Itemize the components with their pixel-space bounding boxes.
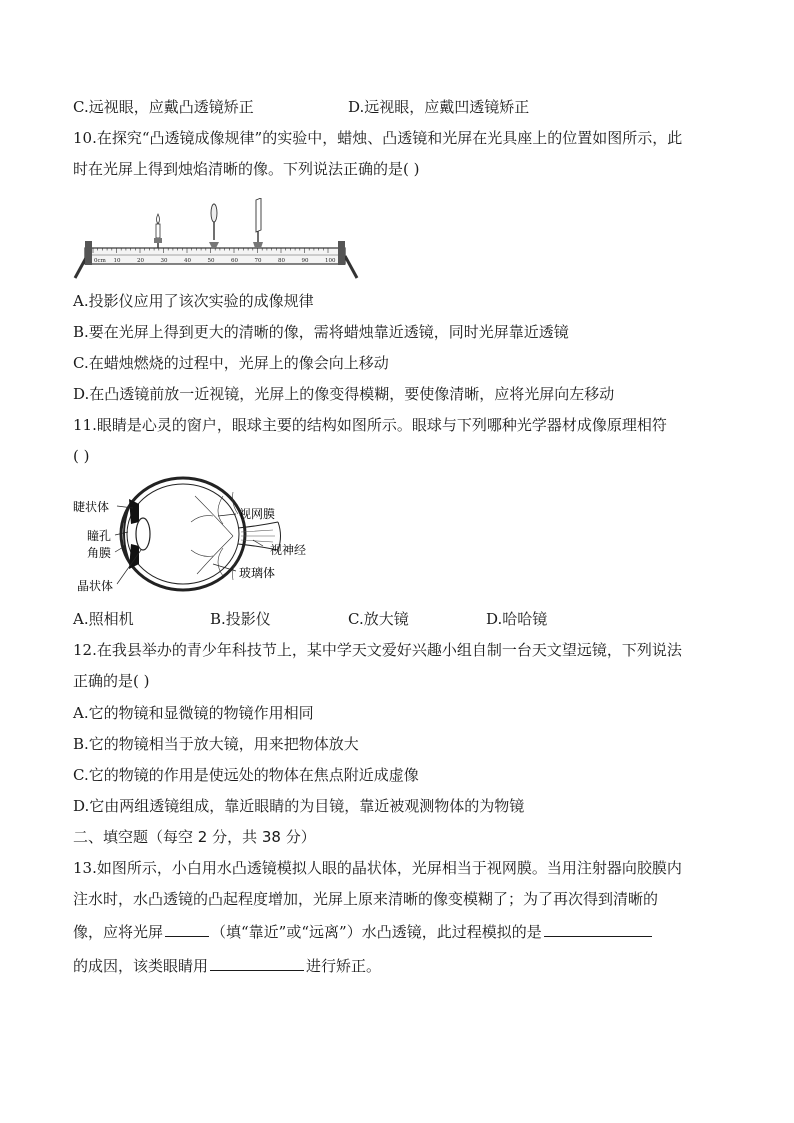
q11-option-c: C.放大镜 — [348, 610, 409, 628]
q10-option-b: B.要在光屏上得到更大的清晰的像，需将蜡烛靠近透镜，同时光屏靠近透镜 — [73, 323, 569, 341]
answer-blank-1[interactable] — [165, 920, 209, 937]
answer-blank-2[interactable] — [544, 920, 652, 937]
label-retina: 视网膜 — [239, 507, 276, 521]
q12-option-d: D.它由两组透镜组成，靠近眼睛的为目镜，靠近被观测物体的为物镜 — [73, 797, 525, 815]
q11-stem-line2: ( ) — [73, 447, 90, 465]
q12-option-b: B.它的物镜相当于放大镜，用来把物体放大 — [73, 735, 359, 753]
label-optic-nerve: 视神经 — [270, 543, 307, 557]
candle — [154, 214, 162, 248]
convex-lens — [209, 204, 219, 248]
q13-line4 — [73, 954, 381, 976]
scale-tick-label: 40 — [184, 258, 191, 264]
q12-stem-line2: 正确的是( ) — [73, 672, 150, 690]
scale-tick-label: 60 — [231, 258, 238, 264]
label-crystalline-lens: 晶状体 — [77, 579, 114, 593]
bench-end-left — [85, 241, 92, 265]
scale-tick-label: 90 — [301, 258, 309, 264]
q13-line4-part2: 进行矫正。 — [306, 957, 382, 975]
q12-option-a: A.它的物镜和显微镜的物镜作用相同 — [73, 704, 314, 722]
q11-option-d: D.哈哈镜 — [486, 610, 548, 628]
optical-bench-figure — [73, 198, 363, 282]
eyeball-structure-figure — [73, 474, 333, 602]
label-cornea: 角膜 — [87, 546, 112, 560]
scale-tick-label: 70 — [254, 258, 262, 264]
q12-option-c: C.它的物镜的作用是使远处的物体在焦点附近成虚像 — [73, 766, 419, 784]
q13-line4-part1: 的成因，该类眼睛用 — [73, 957, 209, 975]
scale-tick-label: 20 — [137, 258, 144, 264]
bench-end-right — [338, 241, 345, 265]
q13-line2: 注水时，水凸透镜的凸起程度增加，光屏上原来清晰的像变模糊了；为了再次得到清晰的 — [73, 890, 659, 908]
bench-leg-right — [345, 256, 357, 278]
scale-tick-label: 10 — [113, 258, 121, 264]
q10-option-a: A.投影仪应用了该次实验的成像规律 — [73, 292, 314, 310]
q13-line3 — [73, 920, 654, 942]
scale-tick-label: 100 — [325, 258, 336, 264]
label-ciliary-body: 睫状体 — [73, 500, 110, 514]
q13-line3-part1: 像，应将光屏 — [73, 923, 164, 941]
scale-tick-label: 30 — [160, 258, 168, 264]
q10-stem-line1: 10.在探究“凸透镜成像规律”的实验中，蜡烛、凸透镜和光屏在光具座上的位置如图所示，此 — [73, 129, 683, 147]
crystalline-lens-shape — [136, 518, 150, 550]
q10-option-d: D.在凸透镜前放一近视镜，光屏上的像变得模糊，要使像清晰，应将光屏向左移动 — [73, 385, 615, 403]
q10-option-c: C.在蜡烛燃烧的过程中，光屏上的像会向上移动 — [73, 354, 389, 372]
q12-stem-line1: 12.在我县举办的青少年科技节上，某中学天文爱好兴趣小组自制一台天文望远镜，下列说法 — [73, 641, 682, 659]
light-screen — [253, 198, 263, 248]
q11-option-b: B.投影仪 — [210, 610, 271, 628]
q9-option-d: D.远视眼，应戴凹透镜矫正 — [348, 98, 530, 116]
scale-tick-label: 80 — [278, 258, 285, 264]
scale-tick-label: 0cm — [94, 258, 106, 264]
section-title-fill-blank: 二、填空题（每空 2 分，共 38 分） — [73, 828, 316, 846]
q13-line1: 13.如图所示，小白用水凸透镜模拟人眼的晶状体，光屏相当于视网膜。当用注射器向胶膜内 — [73, 859, 682, 877]
answer-blank-3[interactable] — [210, 954, 304, 971]
label-vitreous-body: 玻璃体 — [239, 566, 276, 580]
q13-line3-part2: （填“靠近”或“远离”）水凸透镜，此过程模拟的是 — [211, 923, 542, 941]
scale-tick-label: 50 — [207, 258, 215, 264]
q9-option-c: C.远视眼，应戴凸透镜矫正 — [73, 98, 254, 116]
q11-stem-line1: 11.眼睛是心灵的窗户，眼球主要的结构如图所示。眼球与下列哪种光学器材成像原理相符 — [73, 416, 667, 434]
q10-stem-line2: 时在光屏上得到烛焰清晰的像。下列说法正确的是( ) — [73, 160, 420, 178]
label-pupil: 瞳孔 — [87, 529, 112, 543]
q11-option-a: A.照相机 — [73, 610, 134, 628]
candle-flame — [157, 214, 160, 224]
